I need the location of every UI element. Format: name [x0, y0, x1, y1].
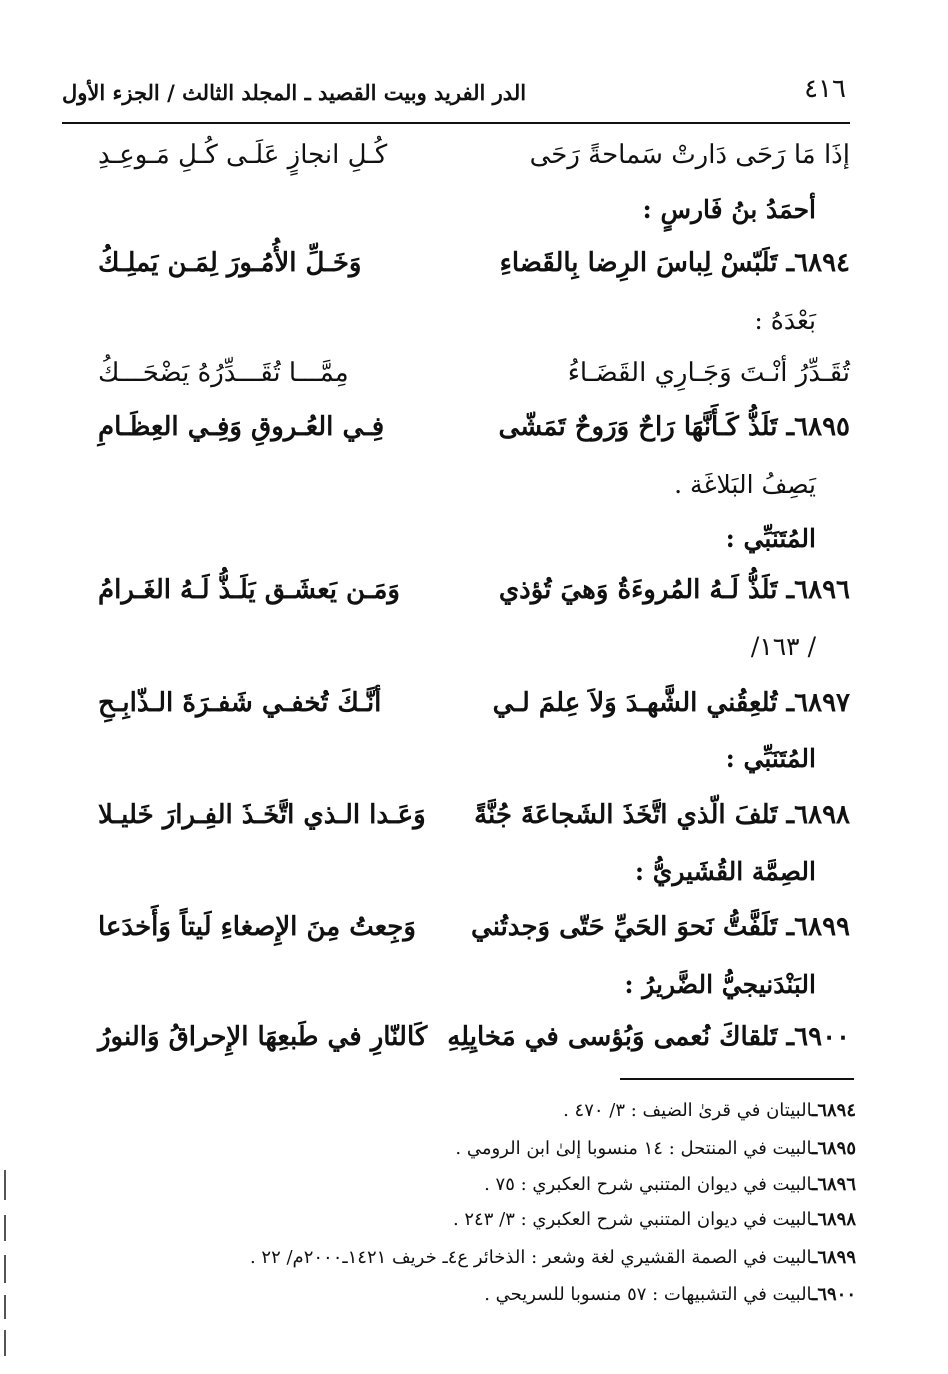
scan-edge-mark	[4, 1170, 6, 1200]
page-header	[62, 72, 850, 124]
verse-second-hemistich: وَمَـن يَعشَـق يَلَـذُّ لَـهُ الغَـرامُ	[98, 575, 400, 605]
verse-first-hemistich	[447, 1022, 850, 1052]
footnote-number: ٦٨٩٦ـ	[812, 1174, 856, 1195]
attribution-line	[98, 744, 850, 788]
footnote-item	[96, 1174, 856, 1206]
attribution-line	[98, 195, 850, 239]
footnote-item	[96, 1138, 856, 1170]
verse-second-hemistich: وَخَـلِّ الأُمُـورَ لِمَـن يَملِـكُ	[98, 248, 362, 278]
scan-edge-mark	[4, 1255, 6, 1283]
verse-number: ٦٨٩٩ـ	[786, 912, 850, 942]
verse-first-hemistich	[499, 412, 850, 442]
hemistich-text: تَلفَ الّذي اتَّخَذَ الشَجاعَةَ جُنَّةً	[474, 800, 778, 830]
attribution-text: / ١٦٣/	[750, 632, 816, 661]
verse-second-hemistich: وَجِعتُ مِنَ الإِصغاءِ لَيتاً وَأَخدَعا	[98, 912, 416, 942]
verse-first-hemistich	[474, 800, 850, 830]
attribution-text: المُتَنَبِّي :	[725, 744, 816, 773]
attribution-text: البَنْدَنيجيُّ الضَّريرُ :	[624, 970, 816, 999]
attribution-line	[98, 524, 850, 568]
hemistich-text: تَلَذُّ كَـأَنَّهَا رَاحٌ وَرَوحٌ تَمَشّى	[498, 412, 778, 442]
scan-edge-mark	[4, 1330, 6, 1356]
verse-line	[98, 140, 850, 184]
scan-edge-mark	[4, 1215, 6, 1241]
footnote-text: البيت في الصمة القشيري لغة وشعر : الذخائر ع٤ـ خريف ١٤٢١ـ٢٠٠٠م/ ٢٢ .	[249, 1247, 813, 1268]
attribution-text: بَعْدَهُ :	[754, 306, 816, 335]
verse-line	[98, 800, 850, 844]
verse-second-hemistich: كُـلِ انجازٍ عَلَـى كُـلِ مَـوعِـدِ	[98, 140, 388, 170]
verse-number: ٦٨٩٨ـ	[786, 800, 850, 830]
verse-second-hemistich: فِـي العُـروقِ وَفِـي العِظَـامِ	[98, 412, 385, 442]
verse-line	[98, 688, 850, 732]
verse-line	[98, 248, 850, 292]
verse-number: ٦٨٩٥ـ	[786, 412, 850, 442]
verse-line	[98, 912, 850, 956]
verse-number: ٦٩٠٠ـ	[786, 1022, 850, 1052]
footnote-number: ٦٨٩٩ـ	[812, 1247, 856, 1268]
verse-number: ٦٨٩٧ـ	[786, 688, 850, 718]
footnote-text: البيت في التشبيهات : ٥٧ منسوبا للسريحي .	[484, 1284, 813, 1305]
hemistich-text: إذَا مَا رَحَى دَارتْ سَماحةً رَحَى	[529, 140, 850, 170]
hemistich-text: تَلَذُّ لَـهُ المُروءَةُ وَهيَ تُؤذي	[498, 575, 778, 605]
verse-first-hemistich	[493, 688, 850, 718]
footnote-text: البيت في المنتحل : ١٤ منسوبا إلىٰ ابن الرومي .	[455, 1138, 813, 1159]
footnote-text: البيتان في قرىٰ الضيف : ٣/ ٤٧٠ .	[563, 1100, 813, 1121]
attribution-text: أحمَدُ بنُ فَارسٍ :	[642, 195, 816, 224]
attribution-line	[98, 632, 850, 676]
verse-first-hemistich	[500, 248, 850, 278]
footnote-item	[96, 1284, 856, 1316]
footnote-text: البيت في ديوان المتنبي شرح العكبري : ٣/ ٢٤٣ .	[452, 1209, 813, 1230]
verse-first-hemistich	[530, 140, 850, 170]
verse-line	[98, 358, 850, 402]
verse-number: ٦٨٩٦ـ	[786, 575, 850, 605]
attribution-line	[98, 470, 850, 514]
verse-first-hemistich	[568, 358, 850, 388]
verse-second-hemistich: كَالنّارِ في طَبعِهَا الإِحراقُ وَالنورُ	[98, 1022, 428, 1052]
footnote-number: ٦٨٩٥ـ	[812, 1138, 856, 1159]
attribution-text: المُتَنَبِّي :	[725, 524, 816, 553]
hemistich-text: تُلعِقُني الشَّهـدَ وَلاَ عِلمَ لـي	[492, 688, 778, 718]
footnote-item	[96, 1100, 856, 1132]
verse-number: ٦٨٩٤ـ	[786, 248, 850, 278]
running-title: الدر الفريد وبيت القصيد ـ المجلد الثالث / الجزء الأول	[62, 80, 527, 105]
attribution-text: يَصِفُ البَلاغَة .	[674, 470, 816, 499]
scan-edge-mark	[4, 1295, 6, 1319]
verse-first-hemistich	[471, 912, 850, 942]
hemistich-text: تُقَـدِّرُ أنْـتَ وَجَـارِي القَضَـاءُ	[567, 358, 850, 388]
hemistich-text: تَلَبّسْ لِباسَ الرِضا بِالقَضاءِ	[499, 248, 778, 278]
footnote-text: البيت في ديوان المتنبي شرح العكبري : ٧٥ .	[484, 1174, 813, 1195]
verse-line	[98, 575, 850, 619]
verse-second-hemistich: وَعَـدا الـذي اتَّخَـذَ الفِـرارَ خَليـلا	[98, 800, 426, 830]
footnote-number: ٦٨٩٤ـ	[812, 1100, 856, 1121]
attribution-line	[98, 970, 850, 1014]
verse-first-hemistich	[499, 575, 850, 605]
hemistich-text: تَلقاكَ نُعمى وَبُؤسى في مَخايِلِهِ	[447, 1022, 778, 1052]
verse-line	[98, 1022, 850, 1066]
attribution-line	[98, 857, 850, 901]
footnote-number: ٦٩٠٠ـ	[812, 1284, 856, 1305]
page-number: ٤١٦	[804, 74, 846, 104]
hemistich-text: تَلَفَّتُّ نَحوَ الحَيِّ حَتّى وَجدتُني	[471, 912, 778, 942]
footnote-divider	[620, 1078, 854, 1080]
footnote-number: ٦٨٩٨ـ	[812, 1209, 856, 1230]
attribution-line	[98, 306, 850, 350]
verse-second-hemistich: أنَّـكَ تُخفـي شَفـرَةَ الـذّابِـحِ	[98, 688, 382, 718]
footnote-item	[96, 1247, 856, 1279]
footnote-item	[96, 1209, 856, 1241]
attribution-text: الصِمَّة القُشَيريُّ :	[634, 857, 816, 886]
verse-line	[98, 412, 850, 456]
verse-second-hemistich: مِمَّـــا تُقَـــدِّرُهُ يَضْحَـــكُ	[98, 358, 349, 388]
